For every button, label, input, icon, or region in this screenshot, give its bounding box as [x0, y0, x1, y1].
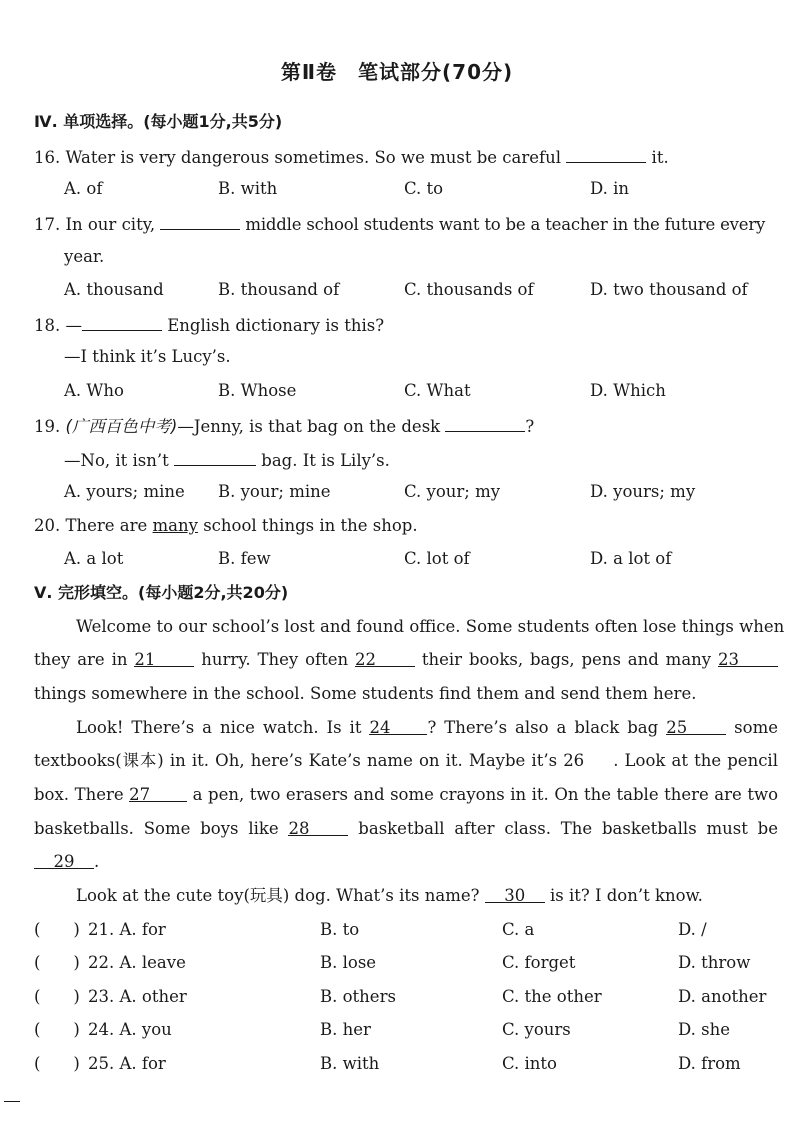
passage-text: Look at the cute toy(玩具) dog. What’s its name?	[76, 886, 485, 905]
passage-line	[34, 783, 778, 807]
passage-line	[34, 817, 778, 841]
option-18-c[interactable]: C. What	[404, 381, 471, 400]
passage-text: Look! There’s a nice watch. Is it	[76, 718, 370, 737]
option-18-d[interactable]: D. Which	[590, 381, 666, 400]
answer-bracket-25[interactable]: ( )	[34, 1054, 80, 1073]
question-18-number: 18. —	[34, 316, 82, 335]
cloze-blank-30[interactable]: 30	[485, 884, 545, 903]
cloze-25-option-c[interactable]: C. into	[502, 1054, 557, 1073]
option-17-c[interactable]: C. thousands of	[404, 280, 534, 299]
passage-text: box. There	[34, 785, 130, 804]
section-v-heading: Ⅴ. 完形填空。(每小题2分,共20分)	[34, 583, 289, 602]
passage-line	[76, 884, 703, 908]
page-edge-rule	[4, 1101, 20, 1102]
passage-text: is it? I don’t know.	[544, 886, 703, 905]
answer-bracket-23[interactable]: ( )	[34, 987, 80, 1006]
answer-bracket-22[interactable]: ( )	[34, 953, 80, 972]
cloze-blank-25[interactable]: 25	[666, 716, 726, 735]
question-19-source: (广西百色中考)	[65, 417, 178, 436]
passage-text: basketballs. Some boys like	[34, 819, 289, 838]
cloze-24-option-d[interactable]: D. she	[678, 1020, 730, 1039]
cloze-22-option-a[interactable]: 22. A. leave	[88, 953, 186, 972]
passage-text: hurry. They often	[194, 650, 356, 669]
option-16-b[interactable]: B. with	[218, 179, 278, 198]
passage-text: basketball after class. The basketballs must be	[348, 819, 779, 838]
cloze-blank-24[interactable]: 24	[369, 716, 427, 735]
option-18-b[interactable]: B. Whose	[218, 381, 297, 400]
option-17-b[interactable]: B. thousand of	[218, 280, 340, 299]
question-18-reply: —I think it’s Lucy’s.	[64, 347, 231, 366]
passage-text: a pen, two erasers and some crayons in it. On the table there are two	[187, 785, 779, 804]
passage-text: some	[726, 718, 778, 737]
section-iv-heading: Ⅳ. 单项选择。(每小题1分,共5分)	[34, 112, 283, 131]
cloze-22-option-b[interactable]: B. lose	[320, 953, 377, 972]
question-19	[34, 413, 534, 439]
question-20-text: 20. There are	[34, 516, 153, 535]
cloze-21-option-c[interactable]: C. a	[502, 920, 535, 939]
cloze-24-option-c[interactable]: C. yours	[502, 1020, 571, 1039]
cloze-25-option-b[interactable]: B. with	[320, 1054, 380, 1073]
option-19-d[interactable]: D. yours; my	[590, 482, 696, 501]
question-19-reply-tail: bag. It is Lily’s.	[256, 451, 390, 470]
answer-bracket-24[interactable]: ( )	[34, 1020, 80, 1039]
passage-text: textbooks(课本) in it. Oh, here’s Kate’s name on it. Maybe it’s	[34, 751, 564, 770]
cloze-21-option-d[interactable]: D. /	[678, 920, 707, 939]
cloze-25-option-a[interactable]: 25. A. for	[88, 1054, 166, 1073]
cloze-25-option-d[interactable]: D. from	[678, 1054, 741, 1073]
cloze-blank-23[interactable]: 23	[718, 648, 778, 667]
cloze-23-option-c[interactable]: C. the other	[502, 987, 602, 1006]
passage-text: . Look at the pencil	[613, 751, 778, 770]
question-17-tail: middle school students want to be a teacher in the future every	[240, 215, 766, 234]
question-17-continued: year.	[64, 247, 105, 266]
option-20-b[interactable]: B. few	[218, 549, 271, 568]
passage-line	[76, 716, 778, 740]
option-19-b[interactable]: B. your; mine	[218, 482, 331, 501]
cloze-24-option-b[interactable]: B. her	[320, 1020, 371, 1039]
cloze-blank-26[interactable]: 26	[563, 751, 585, 770]
cloze-23-option-a[interactable]: 23. A. other	[88, 987, 187, 1006]
passage-line	[34, 749, 778, 773]
cloze-23-option-d[interactable]: D. another	[678, 987, 767, 1006]
answer-blank-19a[interactable]	[445, 413, 525, 432]
option-16-d[interactable]: D. in	[590, 179, 630, 198]
passage-text: .	[94, 852, 100, 871]
cloze-22-option-c[interactable]: C. forget	[502, 953, 576, 972]
question-16	[34, 144, 669, 170]
passage-line: Welcome to our school’s lost and found office. Some students often lose things when	[76, 617, 785, 636]
passage-line	[34, 648, 778, 672]
question-19-reply-text: —No, it isn’t	[64, 451, 175, 470]
cloze-blank-29[interactable]: 29	[34, 850, 94, 869]
cloze-24-option-a[interactable]: 24. A. you	[88, 1020, 172, 1039]
option-17-d[interactable]: D. two thousand of	[590, 280, 748, 299]
question-16-text: 16. Water is very dangerous sometimes. So we must be careful	[34, 148, 567, 167]
question-19-reply	[64, 447, 390, 473]
answer-blank-19b[interactable]	[174, 447, 256, 466]
cloze-23-option-b[interactable]: B. others	[320, 987, 396, 1006]
answer-bracket-21[interactable]: ( )	[34, 920, 80, 939]
option-20-a[interactable]: A. a lot	[64, 549, 124, 568]
passage-line	[34, 850, 99, 874]
question-20-tail: school things in the shop.	[197, 516, 418, 535]
answer-blank-18[interactable]	[82, 312, 162, 331]
cloze-22-option-d[interactable]: D. throw	[678, 953, 751, 972]
passage-line: things somewhere in the school. Some students find them and send them here.	[34, 684, 697, 703]
passage-text: their books, bags, pens and many	[415, 650, 718, 669]
cloze-blank-22[interactable]: 22	[355, 648, 415, 667]
answer-blank-16[interactable]	[566, 144, 646, 163]
question-19-tail: ?	[525, 417, 535, 436]
passage-text: they are in	[34, 650, 135, 669]
option-20-c[interactable]: C. lot of	[404, 549, 470, 568]
option-20-d[interactable]: D. a lot of	[590, 549, 672, 568]
question-17-text: 17. In our city,	[34, 215, 161, 234]
question-19-text: —Jenny, is that bag on the desk	[177, 417, 446, 436]
passage-text: ? There’s also a black bag	[427, 718, 667, 737]
answer-blank-17[interactable]	[160, 211, 240, 230]
cloze-21-option-b[interactable]: B. to	[320, 920, 360, 939]
cloze-blank-21[interactable]: 21	[134, 648, 194, 667]
question-16-tail: it.	[646, 148, 669, 167]
cloze-blank-27[interactable]: 27	[129, 783, 187, 802]
question-19-number: 19.	[34, 417, 66, 436]
question-20-underlined-word: many	[152, 516, 198, 535]
question-18	[34, 312, 384, 338]
option-18-a[interactable]: A. Who	[64, 381, 124, 400]
question-17	[34, 211, 765, 237]
option-19-a[interactable]: A. yours; mine	[64, 482, 185, 501]
question-20	[34, 514, 418, 538]
option-17-a[interactable]: A. thousand	[64, 280, 164, 299]
question-18-text: English dictionary is this?	[162, 316, 385, 335]
cloze-21-option-a[interactable]: 21. A. for	[88, 920, 166, 939]
option-16-a[interactable]: A. of	[64, 179, 103, 198]
cloze-blank-28[interactable]: 28	[288, 817, 348, 836]
option-16-c[interactable]: C. to	[404, 179, 444, 198]
option-19-c[interactable]: C. your; my	[404, 482, 501, 501]
page-title: 第Ⅱ卷 笔试部分(70分)	[280, 60, 514, 84]
